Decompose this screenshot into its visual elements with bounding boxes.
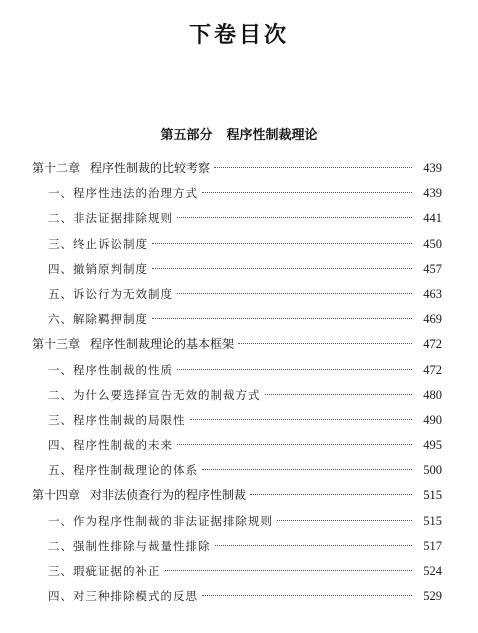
dot-leader	[190, 419, 413, 420]
page-number: 480	[423, 387, 442, 402]
page-number: 439	[423, 186, 442, 201]
page-number: 472	[423, 337, 442, 352]
page-number: 469	[423, 312, 442, 327]
section-title: 二、为什么要选择宣告无效的制裁方式	[48, 387, 261, 402]
page-number: 515	[423, 513, 442, 528]
toc-section-entry[interactable]	[32, 383, 442, 408]
page-number: 472	[423, 362, 442, 377]
part-heading	[0, 124, 478, 143]
chapter-title: 程序性制裁理论的基本框架	[90, 337, 235, 352]
section-title: 五、程序性制裁理论的体系	[48, 463, 198, 478]
dot-leader	[202, 192, 412, 193]
section-title: 五、诉讼行为无效制度	[48, 286, 173, 301]
toc-section-entry[interactable]	[32, 358, 442, 383]
dot-leader	[177, 369, 412, 370]
dot-leader	[202, 595, 412, 596]
page-title: 下卷目次	[188, 23, 289, 48]
dot-leader	[165, 570, 413, 571]
toc-section-entry[interactable]	[32, 307, 442, 332]
toc-chapter-entry[interactable]	[32, 483, 442, 508]
section-title: 一、程序性违法的治理方式	[48, 186, 198, 201]
chapter-number: 第十四章	[32, 488, 81, 503]
chapter-number: 第十三章	[32, 337, 81, 352]
page-number: 515	[423, 488, 442, 503]
section-title: 六、解除羁押制度	[48, 312, 148, 327]
section-title: 三、程序性制裁的局限性	[48, 412, 186, 427]
toc-section-entry[interactable]	[32, 509, 442, 534]
page-number: 529	[423, 589, 442, 604]
section-title: 三、瑕疵证据的补正	[48, 564, 161, 578]
dot-leader	[202, 469, 412, 470]
dot-leader	[215, 545, 413, 546]
toc-section-entry[interactable]	[32, 433, 442, 458]
page-number: 500	[423, 463, 442, 478]
section-title: 四、程序性制裁的未来	[48, 438, 173, 453]
part-title: 程序性制裁理论	[226, 128, 318, 143]
dot-leader	[177, 444, 412, 445]
chapter-number: 第十二章	[32, 161, 81, 175]
toc-chapter-entry[interactable]	[32, 332, 442, 357]
section-title: 二、强制性排除与裁量性排除	[48, 538, 211, 553]
toc-section-entry[interactable]	[32, 257, 442, 282]
page-number: 524	[423, 564, 442, 578]
page-number: 441	[423, 211, 442, 226]
dot-leader	[277, 520, 412, 521]
toc-section-entry[interactable]	[32, 534, 442, 559]
toc-section-entry[interactable]	[32, 282, 442, 307]
dot-leader	[250, 494, 412, 495]
toc-section-entry[interactable]	[32, 584, 442, 609]
dot-leader	[214, 167, 412, 168]
dot-leader	[265, 394, 413, 395]
toc-chapter-entry[interactable]	[32, 156, 442, 181]
toc-section-entry[interactable]	[32, 206, 442, 231]
toc-section-entry[interactable]	[32, 181, 442, 206]
chapter-title: 对非法侦查行为的程序性制裁	[90, 488, 247, 503]
part-number: 第五部分	[160, 128, 213, 143]
page-number: 450	[423, 236, 442, 251]
section-title: 四、撤销原判制度	[48, 261, 148, 276]
section-title: 一、程序性制裁的性质	[48, 362, 173, 377]
dot-leader	[177, 293, 412, 294]
section-title: 四、对三种排除模式的反思	[48, 589, 198, 604]
dot-leader	[152, 268, 412, 269]
toc-section-entry[interactable]	[32, 559, 442, 584]
chapter-title: 程序性制裁的比较考察	[90, 161, 211, 175]
page-number: 495	[423, 438, 442, 453]
section-title: 二、非法证据排除规则	[48, 211, 173, 226]
toc-section-entry[interactable]	[32, 408, 442, 433]
page-number: 490	[423, 412, 442, 427]
dot-leader	[177, 217, 412, 218]
page-number: 463	[423, 286, 442, 301]
page-number: 457	[423, 261, 442, 276]
page-number: 517	[423, 538, 442, 553]
dot-leader	[152, 318, 412, 319]
toc-section-entry[interactable]	[32, 458, 442, 483]
dot-leader	[238, 343, 412, 344]
toc-section-entry[interactable]	[32, 232, 442, 257]
table-of-contents	[32, 156, 442, 609]
page-number: 439	[423, 161, 442, 175]
dot-leader	[152, 243, 412, 244]
section-title: 三、终止诉讼制度	[48, 236, 148, 251]
section-title: 一、作为程序性制裁的非法证据排除规则	[48, 513, 273, 528]
